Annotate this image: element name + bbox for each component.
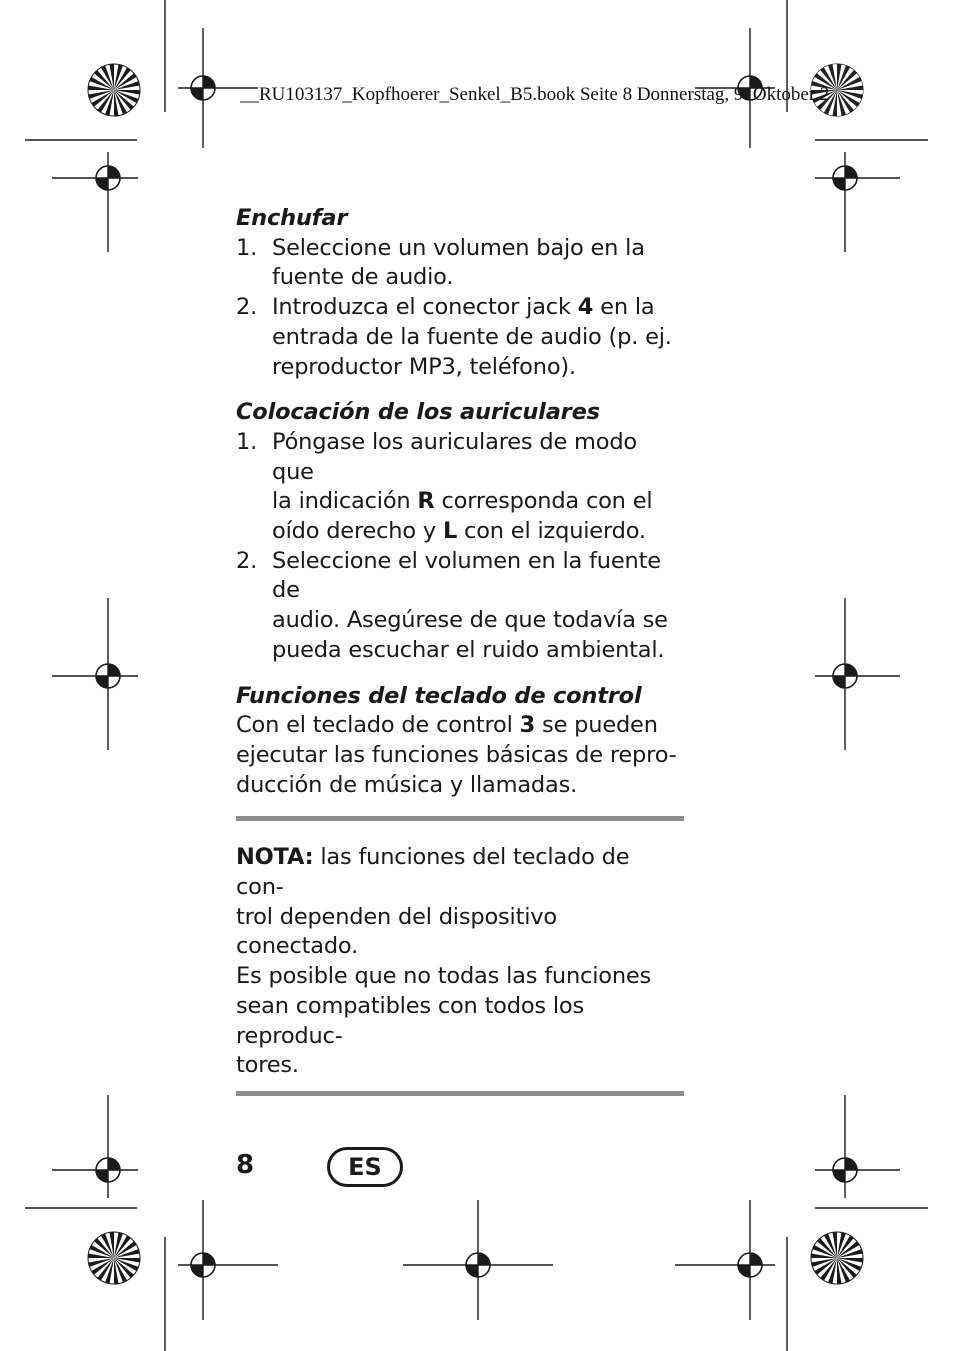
paragraph-line: ejecutar las funciones básicas de repro- — [236, 741, 677, 768]
text-run: la indicación — [272, 488, 418, 515]
page-number: 8 — [236, 1150, 255, 1180]
list-text-line: Seleccione el volumen en la fuente de — [272, 547, 661, 604]
list-text-line — [272, 293, 684, 323]
section-heading: Colocación de los auriculares — [236, 399, 600, 426]
text-run: las funciones del teclado de con- — [236, 844, 630, 901]
text-run: Introduzca el conector jack — [272, 294, 578, 321]
text-run: con el izquierdo. — [457, 518, 646, 545]
list-item — [236, 428, 684, 547]
list-text-line: Póngase los auriculares de modo que — [272, 428, 637, 485]
list-item — [236, 293, 684, 382]
registration-starburst — [811, 1232, 863, 1284]
page-content — [236, 204, 684, 1096]
note-label: NOTA: — [236, 844, 314, 871]
text-run: corresponda con el — [434, 488, 653, 515]
language-badge: ES — [327, 1147, 403, 1187]
note-top-divider — [236, 816, 684, 821]
section-colocacion — [236, 398, 684, 665]
left-ear-marker: L — [442, 518, 458, 545]
list-text-line: pueda escuchar el ruido ambiental. — [272, 636, 665, 663]
paragraph-line: trol dependen del dispositivo conectado. — [236, 903, 557, 960]
list-item — [236, 547, 684, 666]
note-box — [236, 843, 684, 1081]
section-heading: Funciones del teclado de control — [236, 682, 642, 709]
list-number: 1. — [236, 428, 258, 455]
list-number: 2. — [236, 547, 258, 574]
paragraph-line: tores. — [236, 1052, 299, 1079]
paragraph-line: sean compatibles con todos los reproduc- — [236, 992, 585, 1049]
list-text-line — [272, 487, 684, 517]
list-text-line: audio. Asegúrese de que todavía se — [272, 607, 668, 634]
list-item — [236, 234, 684, 293]
paragraph-line: Es posible que no todas las funciones — [236, 963, 652, 990]
section-funciones — [236, 682, 684, 801]
note-bottom-divider — [236, 1091, 684, 1096]
registration-starburst — [88, 64, 140, 116]
section-enchufar — [236, 204, 684, 382]
list-text-line: reproductor MP3, teléfono). — [272, 353, 576, 380]
text-run: se pueden — [535, 712, 658, 739]
registration-starburst — [88, 1232, 140, 1284]
print-slug-line: __RU103137_Kopfhoerer_Senkel_B5.book Seite 8 Donnerstag, 9. Oktober 2 — [240, 84, 830, 105]
list-text-line — [272, 517, 684, 547]
list-text-line: fuente de audio. — [272, 264, 454, 291]
right-ear-marker: R — [417, 488, 435, 515]
paragraph-line: ducción de música y llamadas. — [236, 771, 578, 798]
list-text-line: entrada de la fuente de audio (p. ej. — [272, 323, 672, 350]
text-run: oído derecho y — [272, 518, 443, 545]
section-heading: Enchufar — [236, 205, 348, 231]
text-run: Con el teclado de control — [236, 712, 520, 739]
paragraph-line — [236, 711, 684, 741]
list-text-line: Seleccione un volumen bajo en la — [272, 234, 645, 261]
text-run: en la — [593, 294, 655, 321]
part-reference-number: 4 — [577, 294, 594, 321]
list-number: 1. — [236, 234, 258, 261]
paragraph-line — [236, 843, 684, 902]
part-reference-number: 3 — [519, 712, 536, 739]
list-number: 2. — [236, 294, 258, 321]
